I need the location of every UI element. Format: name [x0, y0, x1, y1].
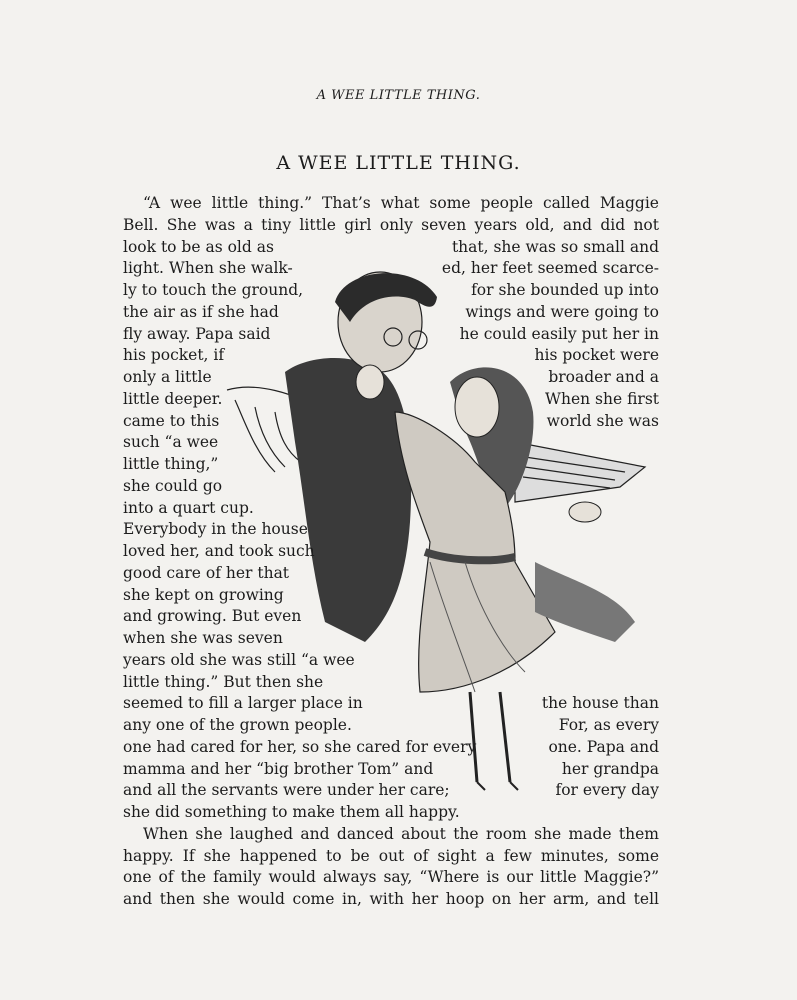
text-line — [123, 779, 659, 801]
text-line-right: ed, her feet seemed scarce- — [441, 259, 659, 278]
text-line-left: any one of the grown people. — [123, 716, 352, 734]
text-line-left: ly to touch the ground, — [123, 281, 304, 299]
text-line — [123, 649, 659, 671]
text-line — [123, 257, 659, 279]
text-line-left: mamma and her “big brother Tom” and — [123, 759, 434, 778]
text-line — [123, 366, 659, 388]
text-line — [123, 279, 659, 301]
text-line — [143, 823, 659, 845]
text-line-right: broader and a — [548, 368, 659, 386]
text-line-left: little thing,” — [123, 455, 219, 473]
text-line — [123, 475, 659, 497]
text-line-left: look to be as old as — [123, 237, 274, 256]
text-line-left: Bell. She was a tiny little girl only seven years old, and did not — [123, 215, 659, 234]
text-line-left: only a little — [123, 368, 212, 386]
text-line-right: for every day — [555, 781, 659, 800]
text-line — [123, 214, 659, 236]
text-line — [123, 758, 659, 780]
text-line — [143, 192, 659, 214]
text-line — [123, 627, 659, 649]
text-line-left: came to this — [123, 411, 220, 430]
text-line-left: When she laughed and danced about the room she made them — [143, 824, 659, 843]
text-line-left: and growing. But even — [123, 607, 302, 626]
text-line-right: wings and were going to — [465, 302, 659, 321]
text-line — [123, 845, 659, 867]
text-line-left: good care of her that — [123, 563, 290, 582]
text-line — [123, 236, 659, 258]
text-line — [123, 801, 659, 823]
text-line-right: For, as every — [558, 716, 659, 734]
text-line — [123, 736, 659, 758]
text-line-left: little thing.” But then she — [123, 672, 324, 691]
text-line-right: for she bounded up into — [471, 281, 659, 299]
text-line-right: When she first — [545, 389, 659, 408]
text-line-left: Everybody in the house — [123, 520, 308, 539]
text-line-left: she did something to make them all happy. — [123, 803, 460, 821]
text-line-left: one of the family would always say, “Where is our little Maggie?” — [123, 868, 659, 887]
text-line-left: loved her, and took such — [123, 542, 315, 560]
chapter-title: A WEE LITTLE THING. — [276, 152, 521, 174]
text-line — [123, 540, 659, 562]
text-line-left: the air as if she had — [123, 302, 279, 321]
text-line-left: and then she would come in, with her hoop on her arm, and tell — [123, 890, 659, 908]
text-line-left: seemed to fill a larger place in — [123, 694, 363, 713]
text-line — [123, 584, 659, 606]
text-line-left: when she was seven — [123, 629, 283, 647]
text-line-left: years old she was still “a wee — [123, 650, 355, 669]
text-line — [123, 605, 659, 627]
text-line — [123, 866, 659, 888]
text-line-right: world she was — [546, 411, 659, 430]
text-line — [123, 453, 659, 475]
text-line — [123, 692, 659, 714]
text-line-left: “A wee little thing.” That’s what some people called Maggie — [143, 194, 659, 212]
text-line-right: that, she was so small and — [451, 237, 659, 256]
text-line — [123, 671, 659, 693]
text-line — [123, 562, 659, 584]
text-line-left: one had cared for her, so she cared for every — [123, 737, 477, 756]
running-head: A WEE LITTLE THING. — [316, 88, 481, 103]
text-line-right: he could easily put her in — [459, 324, 659, 343]
text-line — [123, 888, 659, 910]
text-line-left: fly away. Papa said — [123, 324, 271, 343]
text-line — [123, 714, 659, 736]
text-line-left: into a quart cup. — [123, 498, 254, 517]
text-line-left: light. When she walk- — [123, 259, 293, 278]
text-line-left: his pocket, if — [123, 346, 225, 365]
text-line — [123, 344, 659, 366]
text-line-left: she kept on growing — [123, 585, 284, 604]
text-line-right: his pocket were — [534, 346, 659, 365]
text-line — [123, 323, 659, 345]
text-line — [123, 497, 659, 519]
text-line-left: little deeper. — [123, 389, 223, 408]
text-line — [123, 388, 659, 410]
text-line — [123, 518, 659, 540]
text-line — [123, 301, 659, 323]
text-line-left: and all the servants were under her care; — [123, 781, 450, 800]
text-line-right: her grandpa — [561, 759, 659, 778]
text-line-left: such “a wee — [123, 433, 219, 452]
text-line — [123, 410, 659, 432]
text-line-left: she could go — [123, 476, 223, 495]
text-line-right: one. Papa and — [548, 737, 659, 756]
text-line — [123, 431, 659, 453]
text-line-right: the house than — [541, 694, 659, 713]
text-line-left: happy. If she happened to be out of sight a few minutes, some — [123, 846, 659, 865]
